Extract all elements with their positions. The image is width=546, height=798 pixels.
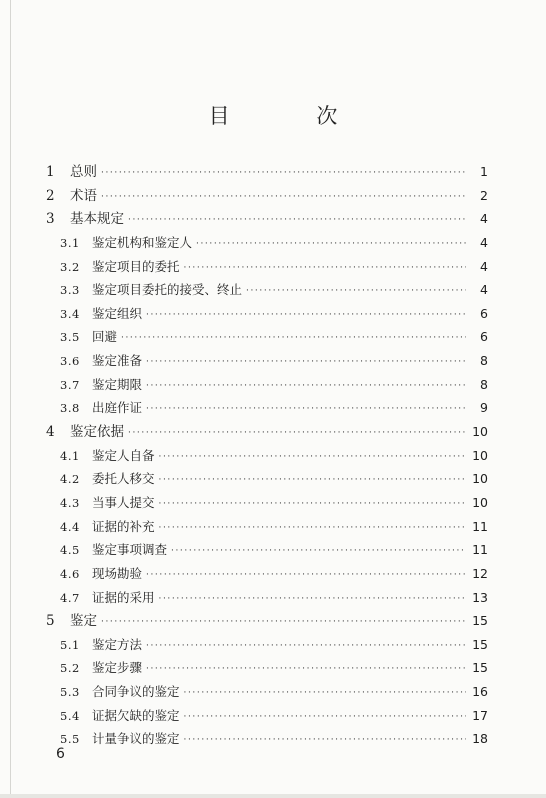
toc-entry-page: 17 bbox=[472, 707, 488, 723]
toc-section-entry bbox=[44, 278, 488, 302]
toc-entry-number: 4 bbox=[46, 424, 55, 441]
toc-entry-page: 10 bbox=[472, 424, 488, 440]
toc-entry-number: 4.1 bbox=[60, 448, 80, 463]
toc-section-entry bbox=[44, 680, 488, 704]
toc-entry-title: 鉴定组织 bbox=[92, 305, 143, 321]
toc-dot-leader bbox=[184, 257, 466, 281]
toc-section-entry bbox=[44, 325, 488, 349]
toc-section-entry bbox=[44, 704, 488, 728]
toc-entry-page: 4 bbox=[480, 258, 488, 274]
toc-entry-page: 10 bbox=[472, 447, 488, 463]
toc-entry-title: 证据的补充 bbox=[92, 518, 155, 534]
toc-entry-page: 11 bbox=[472, 518, 488, 534]
toc-entry-title: 鉴定事项调查 bbox=[92, 542, 168, 558]
toc-section-entry bbox=[44, 255, 488, 279]
page-number: 6 bbox=[56, 746, 65, 762]
toc-dot-leader bbox=[196, 233, 466, 257]
toc-entry-title: 鉴定步骤 bbox=[92, 660, 143, 676]
toc-entry-page: 6 bbox=[480, 329, 488, 345]
toc-entry-number: 4.6 bbox=[60, 566, 80, 581]
toc-entry-number: 3.5 bbox=[60, 330, 80, 345]
toc-section-entry bbox=[44, 727, 488, 751]
toc-section-entry bbox=[44, 491, 488, 515]
toc-entry-title: 计量争议的鉴定 bbox=[92, 731, 180, 747]
toc-dot-leader bbox=[146, 304, 466, 328]
toc-entry-number: 4.4 bbox=[60, 519, 80, 534]
toc-entry-number: 1 bbox=[46, 164, 55, 180]
toc-entry-page: 15 bbox=[472, 613, 488, 629]
toc-entry-page: 10 bbox=[472, 494, 488, 510]
toc-section-entry bbox=[44, 444, 488, 468]
toc-section-entry bbox=[44, 538, 488, 562]
toc-entry-title: 鉴定依据 bbox=[70, 424, 124, 441]
table-of-contents bbox=[44, 160, 488, 751]
toc-entry-title: 鉴定项目的委托 bbox=[92, 258, 180, 274]
toc-dot-leader bbox=[159, 517, 466, 541]
toc-dot-leader bbox=[159, 588, 466, 612]
toc-section-entry bbox=[44, 349, 488, 373]
toc-entry-number: 3.4 bbox=[60, 306, 80, 321]
toc-entry-number: 3.1 bbox=[60, 235, 80, 250]
toc-entry-title: 回避 bbox=[92, 329, 118, 345]
toc-dot-leader bbox=[146, 564, 466, 588]
toc-dot-leader bbox=[146, 658, 466, 682]
toc-entry-page: 11 bbox=[472, 542, 488, 558]
page-title: 目 次 bbox=[208, 104, 378, 128]
toc-entry-number: 5.4 bbox=[60, 708, 80, 723]
toc-dot-leader bbox=[184, 706, 466, 730]
toc-entry-title: 委托人移交 bbox=[92, 471, 155, 487]
toc-dot-leader bbox=[101, 611, 466, 635]
toc-dot-leader bbox=[246, 280, 466, 304]
toc-entry-page: 2 bbox=[480, 187, 488, 203]
toc-entry-page: 12 bbox=[472, 565, 488, 581]
toc-entry-page: 8 bbox=[480, 376, 488, 392]
toc-section-entry bbox=[44, 656, 488, 680]
toc-dot-leader bbox=[146, 398, 466, 422]
toc-section-entry bbox=[44, 515, 488, 539]
toc-dot-leader bbox=[121, 327, 466, 351]
toc-section-entry bbox=[44, 302, 488, 326]
toc-entry-number: 2 bbox=[46, 187, 55, 204]
toc-dot-leader bbox=[146, 635, 466, 659]
toc-chapter-entry bbox=[44, 184, 488, 208]
toc-dot-leader bbox=[101, 186, 466, 210]
toc-entry-title: 鉴定项目委托的接受、终止 bbox=[92, 282, 243, 298]
toc-entry-page: 18 bbox=[472, 731, 488, 747]
toc-section-entry bbox=[44, 373, 488, 397]
toc-dot-leader bbox=[159, 446, 466, 470]
toc-entry-title: 合同争议的鉴定 bbox=[92, 684, 180, 700]
toc-entry-page: 15 bbox=[472, 636, 488, 652]
toc-entry-title: 基本规定 bbox=[70, 211, 124, 228]
toc-chapter-entry bbox=[44, 207, 488, 231]
toc-entry-title: 证据的采用 bbox=[92, 589, 155, 605]
toc-entry-title: 鉴定 bbox=[70, 613, 97, 630]
toc-entry-title: 鉴定机构和鉴定人 bbox=[92, 234, 193, 250]
toc-entry-number: 3.8 bbox=[60, 401, 80, 416]
toc-entry-number: 3 bbox=[46, 211, 55, 228]
toc-chapter-entry bbox=[44, 420, 488, 444]
toc-dot-leader bbox=[146, 375, 466, 399]
toc-dot-leader bbox=[159, 493, 466, 517]
toc-entry-number: 3.2 bbox=[60, 259, 80, 274]
toc-entry-number: 4.2 bbox=[60, 472, 80, 487]
toc-entry-number: 5.2 bbox=[60, 661, 80, 676]
toc-dot-leader bbox=[146, 351, 466, 375]
toc-section-entry bbox=[44, 467, 488, 491]
toc-entry-page: 6 bbox=[480, 305, 488, 321]
toc-entry-title: 出庭作证 bbox=[92, 400, 143, 416]
toc-entry-page: 13 bbox=[472, 589, 488, 605]
toc-entry-number: 3.3 bbox=[60, 283, 80, 298]
toc-entry-number: 3.7 bbox=[60, 377, 80, 392]
toc-section-entry bbox=[44, 562, 488, 586]
toc-entry-page: 8 bbox=[480, 353, 488, 369]
toc-entry-title: 术语 bbox=[70, 187, 97, 204]
toc-entry-title: 总则 bbox=[70, 164, 97, 180]
toc-entry-number: 4.7 bbox=[60, 590, 80, 605]
toc-entry-page: 1 bbox=[480, 164, 488, 179]
toc-entry-title: 鉴定准备 bbox=[92, 353, 143, 369]
toc-chapter-entry bbox=[44, 609, 488, 633]
toc-dot-leader bbox=[159, 469, 466, 493]
toc-dot-leader bbox=[101, 162, 466, 186]
toc-entry-title: 鉴定方法 bbox=[92, 636, 143, 652]
toc-entry-number: 5 bbox=[46, 613, 55, 630]
toc-entry-page: 15 bbox=[472, 660, 488, 676]
toc-section-entry bbox=[44, 231, 488, 255]
toc-dot-leader bbox=[184, 729, 466, 753]
toc-entry-number: 5.5 bbox=[60, 732, 80, 747]
toc-section-entry bbox=[44, 396, 488, 420]
toc-entry-number: 5.1 bbox=[60, 637, 80, 652]
toc-entry-page: 16 bbox=[472, 684, 488, 700]
toc-entry-title: 鉴定人自备 bbox=[92, 447, 155, 463]
toc-entry-title: 现场勘验 bbox=[92, 565, 143, 581]
toc-dot-leader bbox=[128, 422, 466, 446]
toc-entry-number: 4.3 bbox=[60, 495, 80, 510]
page-bottom-shade bbox=[0, 794, 546, 798]
toc-entry-page: 4 bbox=[480, 234, 488, 250]
toc-entry-number: 5.3 bbox=[60, 685, 80, 700]
toc-entry-page: 10 bbox=[472, 471, 488, 487]
toc-entry-title: 证据欠缺的鉴定 bbox=[92, 707, 180, 723]
toc-entry-page: 9 bbox=[480, 400, 488, 416]
toc-entry-page: 4 bbox=[480, 282, 488, 298]
toc-entry-title: 当事人提交 bbox=[92, 494, 155, 510]
toc-entry-title: 鉴定期限 bbox=[92, 376, 143, 392]
toc-section-entry bbox=[44, 633, 488, 657]
toc-dot-leader bbox=[128, 209, 466, 233]
toc-chapter-entry bbox=[44, 160, 488, 184]
toc-dot-leader bbox=[171, 540, 466, 564]
toc-entry-number: 3.6 bbox=[60, 354, 80, 369]
toc-entry-page: 4 bbox=[480, 211, 488, 227]
toc-entry-number: 4.5 bbox=[60, 543, 80, 558]
toc-dot-leader bbox=[184, 682, 466, 706]
toc-section-entry bbox=[44, 586, 488, 610]
